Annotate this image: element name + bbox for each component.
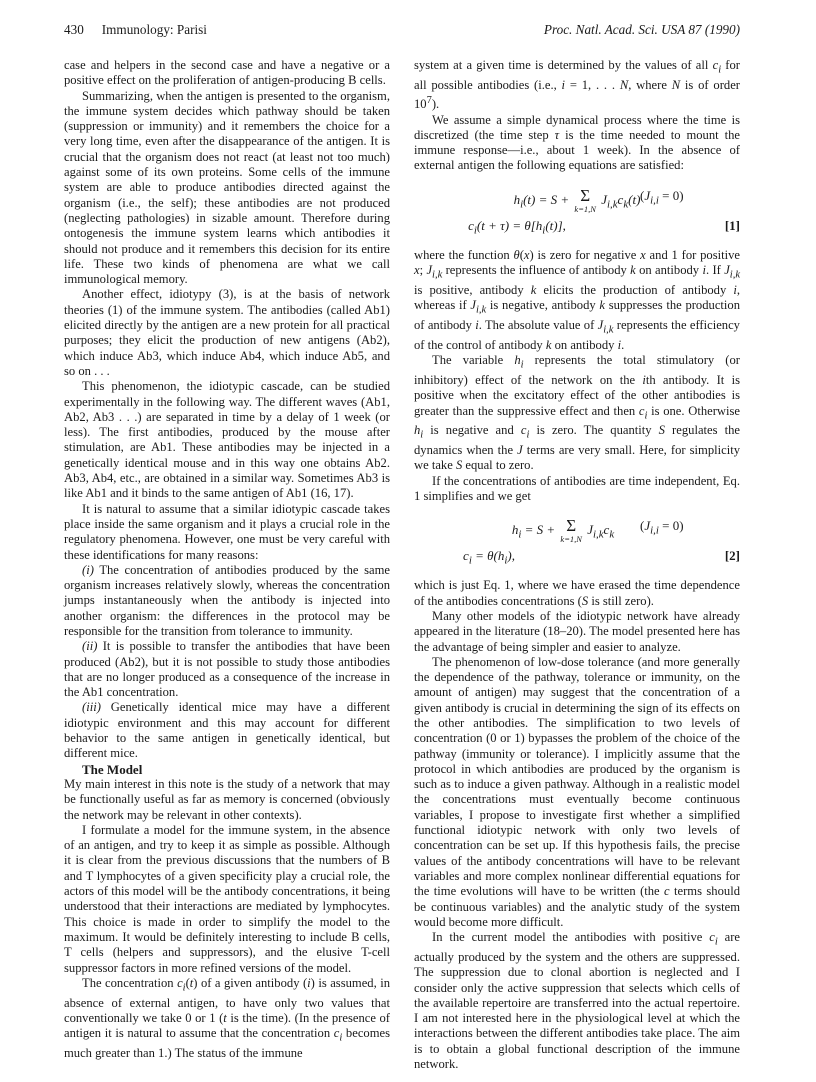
paragraph: The concentration $c_i(t)$ of a given antibody (i) is assumed, in absence of external antigen, to have only two values that conventionally we take 0 or 1 (t is the time). (In the presence of antigen it is natural to assume that the concentration $c_i$ becomes much greater than 1.) The status of the immune	[64, 975, 391, 1061]
paragraph: We assume a simple dynamical process where the time is discretized (the time step τ is the time needed to mount the immune response—i.e., about 1 week). In the absence of external antigen the following equations are satisfied:	[414, 112, 740, 173]
list-item: (ii) It is possible to transfer the antibodies that have been produced (Ab2), but it is not possible to study those antibodies that are no longer produced as a consequence of the increase in the Ab1 concentration.	[64, 639, 390, 700]
section-heading: The Model	[82, 761, 143, 777]
journal-citation: Proc. Natl. Acad. Sci. USA 87 (1990)	[543, 22, 740, 37]
paragraph: I formulate a model for the immune system, in the absence of an antigen, and try to keep it as simple as possible. Although it is clear from the previous discussions that the numbers of B and T lymphocytes of a given specificity play a crucial role, the actors of this model will be the antibody concentrations, it being understood that their interactions are mediated by lymphocytes. This choice is made in order to simplify the model to the maximum. It would be definitely interesting to include B cells, T cells (helpers and suppressors), and the elusive T-cell suppressor factors in more refined versions of the model.	[64, 822, 390, 975]
paragraph: Summarizing, when the antigen is presented to the organism, the immune system decides which pathway should be taken (suppression or immunity) and it remembers the choice for a very long time, even after the disappearance of the antigen. It is crucial that the organism does not react (at least not too much) against some of its own proteins. Some cells of the immune system are able to produce antibodies directed against the organism (i.e., the self); these antibodies are not produced (neglecting pathologies) in sizable amount. Therefore during ontogenesis the immune system learns which antibodies it should not produce and it remembers this decision for its entire life. These two kinds of phenomena are what we call immunological memory.	[64, 88, 390, 287]
running-head-section: Immunology: Parisi	[101, 22, 207, 37]
equation-1b: $c_i(t + \tau) = \theta[h_i(t)]$, [1]	[468, 217, 740, 237]
paragraph: which is just Eq. 1, where we have erased the time dependence of the antibodies concentrations (S is still zero).	[414, 578, 740, 608]
paragraph: system at a given time is determined by the values of all $c_i$ for all possible antibodies (i.e., i = 1, . . . N, where N is of order $10^7$).	[414, 58, 740, 112]
paragraph: The variable $h_i$ represents the total stimulatory (or inhibitory) effect of the network on the ith antibody. It is positive when the excitatory effect of the other antibodies is greater than the suppressive effect and then $c_i$ is one. Otherwise $h_i$ is negative and $c_i$ is zero. The quantity S regulates the dynamics when the J terms are very small. Here, for simplicity we take S equal to zero.	[414, 353, 740, 473]
list-item: (i) The concentration of antibodies produced by the same organism increases relatively slowly, whereas the concentration jumps instantaneously when the antibody is injected into another organism: the differences in the protocol may be responsible for the transition from tolerance to immunity.	[64, 562, 390, 638]
paragraph: My main interest in this note is the study of a network that may be functionally useful as far as memory is concerned (obviously the network may be relevant in other contexts).	[64, 776, 390, 822]
equation-number: [1]	[724, 217, 740, 233]
paragraph: case and helpers in the second case and have a negative or a positive effect on the proliferation of antigen-producing B cells.	[64, 58, 390, 88]
page-number: 430	[64, 22, 84, 37]
paragraph: Many other models of the idiotypic network have already appeared in the literature (18–20). The model presented here has the advantage of being simpler and easier to analyze.	[414, 608, 740, 654]
equation-1a: $h_i(t) = S$ + Σ k=1,N $J_{i,k}c_k(t)$ $(J_{i,i} = 0)$	[513, 185, 684, 214]
paragraph: This phenomenon, the idiotypic cascade, can be studied experimentally in the following way. The different waves (Ab1, Ab2, Ab3 . . .) are separated in time by a delay of 1 week (or less). The first antibodies, produced by the mouse after stimulation, are Ab1. These antibodies may be injected in a genetically identical mouse and in this way one obtains Ab2. Ab3, Ab4, etc., are obtained in a similar way. Sometimes Ab3 is like Ab1 and it binds to the same antigen of Ab1 (16, 17).	[64, 379, 390, 501]
page-header	[64, 22, 740, 42]
paragraph: where the function θ(x) is zero for negative x and 1 for positive x; $J_{i,k}$ represents the influence of antibody k on antibody i. If $J_{i,k}$ is positive, antibody k elicits the production of antibody i, whereas if $J_{i,k}$ is negative, antibody k suppresses the production of antibody i. The absolute value of $J_{i,k}$ represents the efficiency of the control of antibody k on antibody i.	[414, 247, 741, 352]
list-item: (iii) Genetically identical mice may have a different idiotypic environment and this may account for different behavior to the same antigen in genetically identical, but different mice.	[64, 700, 390, 761]
paragraph: In the current model the antibodies with positive $c_i$ are actually produced by the system and the others are suppressed. The suppression due to clonal abortion is neglected and I consider only the active suppression that selects which cells of the available repertoire are transferred into the actual repertoire. I am not interested here in the physiological level at which the interactions between the different antibodies take place. The aim is to obtain a global functional description of the immune network.	[414, 930, 740, 1072]
right-column	[414, 58, 740, 1072]
equation-2a: $h_i = S$ + Σ k=1,N $J_{i,k}c_k$ $(J_{i,i} = 0)$	[511, 516, 684, 545]
paragraph: The phenomenon of low-dose tolerance (and more generally the dependence of the pathway, tolerance or immunity, on the amount of antigen) may suggest that the concentration of a given antibody is crucial in determining the sign of its effects on the other antibodies. The simplification to two levels of concentration (0 or 1) bypasses the problem of the choice of the pathway (immunity or tolerance). I implicitly assume that the protocol in which antibodies are produced by the organism is such as to induce a given pathway. Although in a realistic model the concentrations must eventually become continuous variables, I propose to investigate first whether a simplified functional idiotypic network with only two levels of concentration can be set up. If this hypothesis fails, the precise values of the antibody concentrations will have to be relevant variables and more complex nonlinear differential equations for the time evolutions will have to be written (the c terms should be continuous variables) and the analytic study of the system would become more difficult.	[414, 654, 740, 929]
equation-2b: $c_i = \theta(h_i)$, [2]	[463, 548, 740, 567]
paragraph: It is natural to assume that a similar idiotypic cascade takes place inside the same organism and it plays a crucial role in the regulatory phenomena. However, one must be very careful with these identifications for many reasons:	[64, 501, 390, 562]
paragraph: If the concentrations of antibodies are time independent, Eq. 1 simplifies and we get	[414, 473, 740, 504]
equation-number: [2]	[724, 548, 740, 564]
paragraph: Another effect, idiotypy (3), is at the basis of network theories (1) of the immune system. The antibodies (called Ab1) elicited directly by the antigen are a new protein for all practical purposes; they elicit the production of new antigens (Ab2), which induce Ab3, which induce Ab4, which induce Ab5, and so on . . .	[64, 287, 390, 378]
